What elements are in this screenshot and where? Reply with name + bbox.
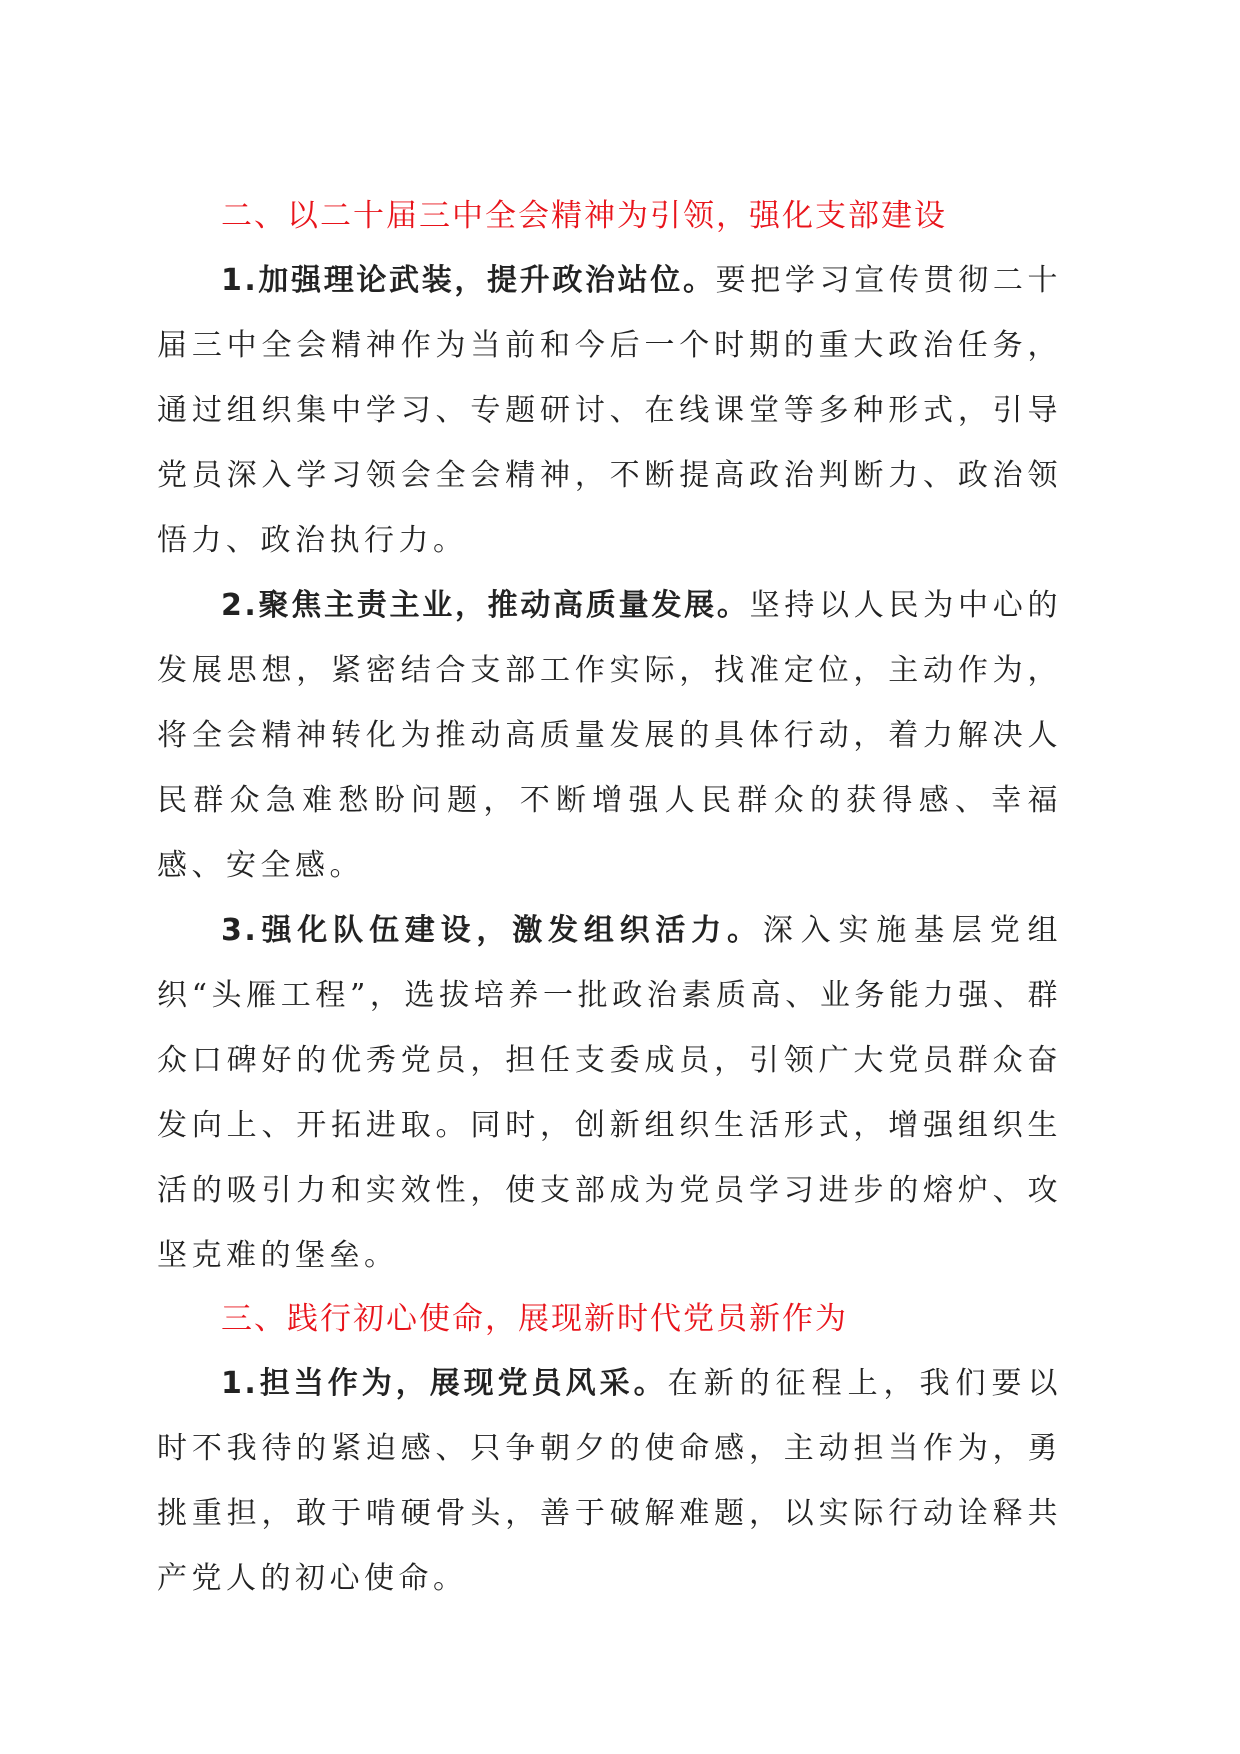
section-heading-3: 三、践行初心使命，展现新时代党员新作为 [221, 1301, 848, 1337]
section-heading-2: 二、以二十届三中全会精神为引领，强化支部建设 [221, 198, 947, 234]
paragraph-body: 在新的征程上，我们要以时不我待的紧迫感、只争朝夕的使命感，主动担当作为，勇挑重担，敢于啃硬骨头，善于破解难题，以实际行动诠释共产党人的初心使命。 [157, 1366, 1063, 1596]
paragraph-2-1 [157, 248, 1062, 573]
paragraph-2-2 [157, 573, 1062, 898]
paragraph-lead: 3.强化队伍建设，激发组织活力。 [221, 913, 763, 948]
paragraph-lead: 2.聚焦主责主业，推动高质量发展。 [221, 588, 750, 623]
paragraph-body: 坚持以人民为中心的发展思想，紧密结合支部工作实际，找准定位，主动作为，将全会精神转化为推动高质量发展的具体行动，着力解决人民群众急难愁盼问题，不断增强人民群众的获得感、幸福感、安全感。 [157, 588, 1062, 883]
paragraph-3-1 [157, 1351, 1062, 1611]
document-page [157, 185, 1062, 1611]
paragraph-body: 要把学习宣传贯彻二十届三中全会精神作为当前和今后一个时期的重大政治任务，通过组织集中学习、专题研讨、在线课堂等多种形式，引导党员深入学习领会全会精神，不断提高政治判断力、政治领悟力、政治执行力。 [157, 263, 1063, 558]
paragraph-2-3 [157, 898, 1062, 1288]
paragraph-lead: 1.担当作为，展现党员风采。 [221, 1366, 668, 1401]
paragraph-body: 深入实施基层党组织“头雁工程”，选拔培养一批政治素质高、业务能力强、群众口碑好的优秀党员，担任支委成员，引领广大党员群众奋发向上、开拓进取。同时，创新组织生活形式，增强组织生活的吸引力和实效性，使支部成为党员学习进步的熔炉、攻坚克难的堡垒。 [157, 913, 1062, 1273]
paragraph-lead: 1.加强理论武装，提升政治站位。 [221, 263, 716, 298]
